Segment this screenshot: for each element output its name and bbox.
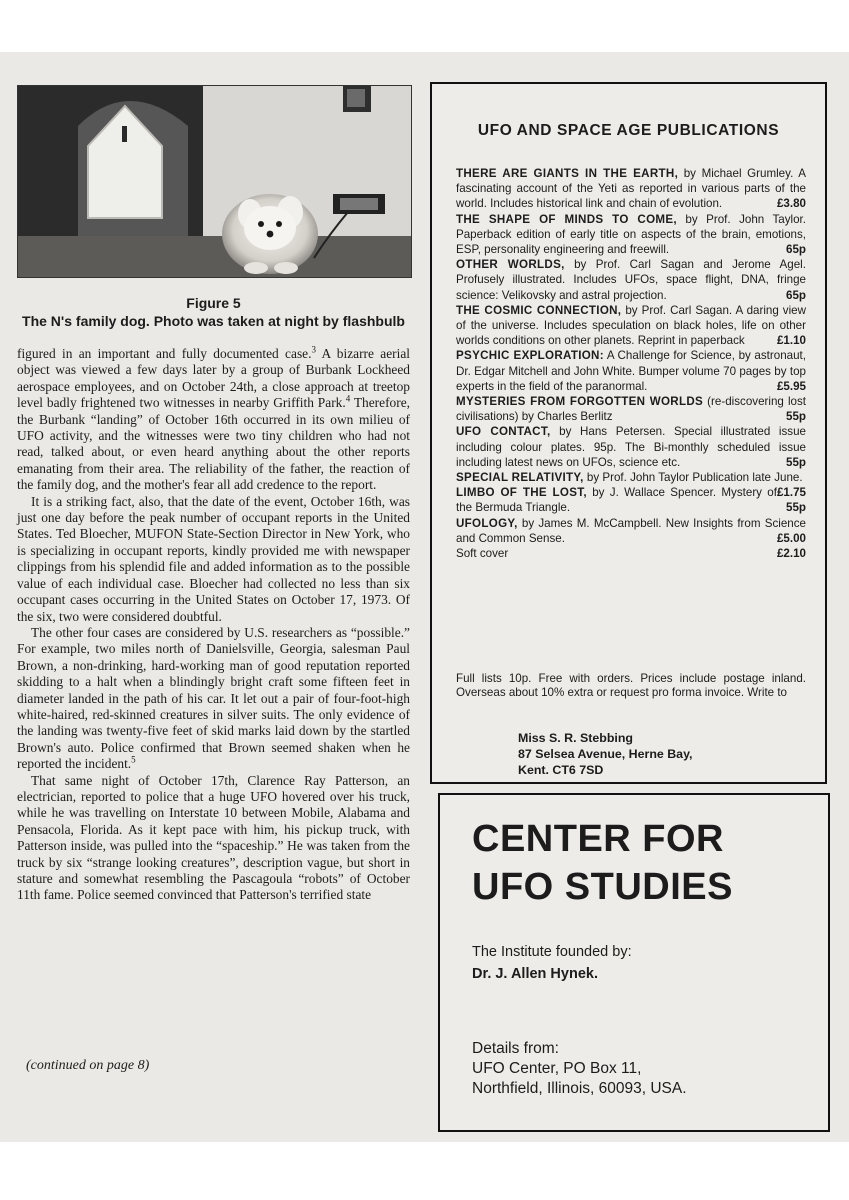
cufos-founder: Dr. J. Allen Hynek. bbox=[472, 966, 598, 982]
book-entry: UFOLOGY, by James M. McCampbell. New Insights from Science and Common Sense. £5.00 bbox=[456, 516, 806, 545]
cufos-ad bbox=[438, 793, 830, 1132]
book-title: OTHER WORLDS, bbox=[456, 258, 565, 272]
cufos-title: CENTER FOR UFO STUDIES bbox=[472, 818, 733, 908]
book-price: £5.95 bbox=[776, 379, 806, 393]
book-title: SPECIAL RELATIVITY, bbox=[456, 471, 584, 485]
figure-caption-text: The N's family dog. Photo was taken at night by flashbulb bbox=[22, 313, 405, 329]
footnote-marker: 4 bbox=[345, 393, 351, 404]
book-entry: Soft cover £2.10 bbox=[456, 547, 806, 561]
cufos-contact bbox=[472, 1039, 687, 1099]
magazine-page bbox=[0, 52, 849, 1142]
book-entry: THE SHAPE OF MINDS TO COME, by Prof. John Taylor. Paperback edition of early title on aspects of the brain, emotions, ESP, personality engineering and freewill. 65p bbox=[456, 212, 806, 257]
order-address bbox=[518, 730, 692, 778]
figure-photo bbox=[17, 85, 412, 278]
footnote-marker: 5 bbox=[131, 754, 136, 765]
book-price: 65p bbox=[786, 288, 806, 302]
contact-line: Northfield, Illinois, 60093, USA. bbox=[472, 1080, 687, 1097]
order-terms: Full lists 10p. Free with orders. Prices include postage inland. Overseas about 10% extra or request pro forma invoice. Write to bbox=[456, 672, 806, 700]
book-price: £3.80 bbox=[776, 197, 806, 211]
book-title: THE SHAPE OF MINDS TO COME, bbox=[456, 212, 677, 226]
book-entry: PSYCHIC EXPLORATION: A Challenge for Science, by astronaut, Dr. Edgar Mitchell and John White. Bumper volume 70 pages by top experts in the field of the paranormal. £5.95 bbox=[456, 349, 806, 393]
book-entry: MYSTERIES FROM FORGOTTEN WORLDS (re-discovering lost civilisations) by Charles Berlitz 55p bbox=[456, 395, 806, 424]
book-title: UFOLOGY, bbox=[456, 516, 518, 530]
contact-line: UFO Center, PO Box 11, bbox=[472, 1060, 642, 1077]
book-title: MYSTERIES FROM FORGOTTEN WORLDS bbox=[456, 395, 704, 409]
publications-title: UFO AND SPACE AGE PUBLICATIONS bbox=[477, 122, 780, 139]
article-paragraph: The other four cases are considered by U.S. researchers as “possible.” For example, two miles north of Danielsville, Georgia, salesman Paul Brown, a non-drinking, hard-working man of good reputation reported skidding to a halt when a blindingly bright craft some fifteen feet in diameter landed in the path of his car. It let out a pair of four-foot-high white-haired, red-skinned creatures in silver suits. The only evidence of the landing was twenty-five feet of skid marks laid down by the startled Brown's auto. Police confirmed that Brown seemed shaken when he reported the incident.$^5$ bbox=[17, 624, 410, 772]
book-entry: SPECIAL RELATIVITY, by Prof. John Taylor Publication late June. £1.75 bbox=[456, 471, 806, 500]
article-paragraph: That same night of October 17th, Clarence Ray Patterson, an electrician, reported to police that a huge UFO hovered over his truck, while he was travelling on Interstate 10 between Mobile, Alabama and Pensacola, Florida. As it kept pace with him, his pickup truck, with Patterson inside, was pulled into the “spaceship.” He was taken from the truck by six “strange looking creatures”, description vague, but short in stature and somewhat resembling the Pascagoula “robots” of October 11th fame. Police seemed convinced that Patterson's terrified state bbox=[17, 772, 410, 903]
article-body bbox=[17, 346, 410, 904]
book-entry: UFO CONTACT, by Hans Petersen. Special illustrated issue including colour plates. 95p. The Bi-monthly scheduled issue including latest news on UFOs, science etc. 55p bbox=[456, 425, 806, 469]
dog-photo-image bbox=[18, 86, 411, 277]
book-title: LIMBO OF THE LOST, bbox=[456, 486, 587, 500]
contact-line: Details from: bbox=[472, 1040, 559, 1057]
cufos-subtitle: The Institute founded by: Dr. J. Allen Hynek. bbox=[472, 941, 632, 985]
book-entry: THERE ARE GIANTS IN THE EARTH, by Michael Grumley. A fascinating account of the Yeti as reported in various parts of the world. Includes historical link and chain of evolution. £3.80 bbox=[456, 167, 806, 211]
book-price: £1.10 bbox=[776, 334, 806, 348]
book-list bbox=[456, 166, 806, 561]
book-price: 55p bbox=[786, 410, 806, 424]
book-price: 65p bbox=[786, 243, 806, 257]
book-price: 55p bbox=[786, 501, 806, 515]
book-title: UFO CONTACT, bbox=[456, 425, 551, 439]
book-title: THERE ARE GIANTS IN THE EARTH, bbox=[456, 167, 679, 180]
book-price: £2.10 bbox=[776, 547, 806, 561]
publications-ad bbox=[430, 82, 827, 784]
footnote-marker: 3 bbox=[311, 344, 316, 355]
article-paragraph: It is a striking fact, also, that the date of the event, October 16th, was just one day before the peak number of occupant reports in the United States. Ted Bloecher, MUFON State-Section Director in New York, who is specializing in occupant reports, kindly provided me with newspaper clippings from his splendid file and added information as to the possible value of each individual case. Bloecher had collected no less than six occupant cases occurring in the United States on October 17, 1973. Of the six, two were considered doubtful. bbox=[17, 493, 410, 624]
book-entry: OTHER WORLDS, by Prof. Carl Sagan and Jerome Agel. Profusely illustrated. Includes UFOs, space flight, DNA, fringe science: Velikovsky and astral projection. 65p bbox=[456, 258, 806, 302]
book-title: THE COSMIC CONNECTION, bbox=[456, 303, 622, 317]
book-title: PSYCHIC EXPLORATION: bbox=[456, 349, 604, 363]
figure-number: Figure 5 bbox=[186, 295, 241, 311]
figure-caption bbox=[17, 294, 410, 330]
book-price: £5.00 bbox=[776, 531, 806, 545]
address-line: Miss S. R. Stebbing bbox=[518, 731, 633, 745]
article-paragraph: figured in an important and fully documented case.$^3$ A bizarre aerial object was viewed a few days later by a group of Burbank Lockheed aerospace employees, and on October 24th, a close approach at treetop level badly frightened two witnesses in nearby Griffith Park.$^4$ Therefore, the Burbank “landing” of October 16th occurred in its own milieu of UFO activity, and the witnesses were two tiny children who had not read, talked about, or even heard anything about the other reports emanating from their area. The reliability of the father, the reaction of the family dog, and the mother's fear all add credence to the report. bbox=[17, 344, 410, 493]
book-entry: THE COSMIC CONNECTION, by Prof. Carl Sagan. A daring view of the universe. Includes speculation on black holes, life on other worlds conditions on other planets. Reprint in paperback £1.10 bbox=[456, 303, 806, 348]
book-price: £1.75 bbox=[776, 486, 806, 500]
address-line: Kent. CT6 7SD bbox=[518, 763, 604, 777]
book-price: 55p bbox=[786, 455, 806, 469]
book-entry: LIMBO OF THE LOST, by J. Wallace Spencer. Mystery of the Bermuda Triangle. 55p bbox=[456, 486, 806, 515]
continued-note: (continued on page 8) bbox=[26, 1058, 150, 1073]
address-line: 87 Selsea Avenue, Herne Bay, bbox=[518, 747, 693, 761]
